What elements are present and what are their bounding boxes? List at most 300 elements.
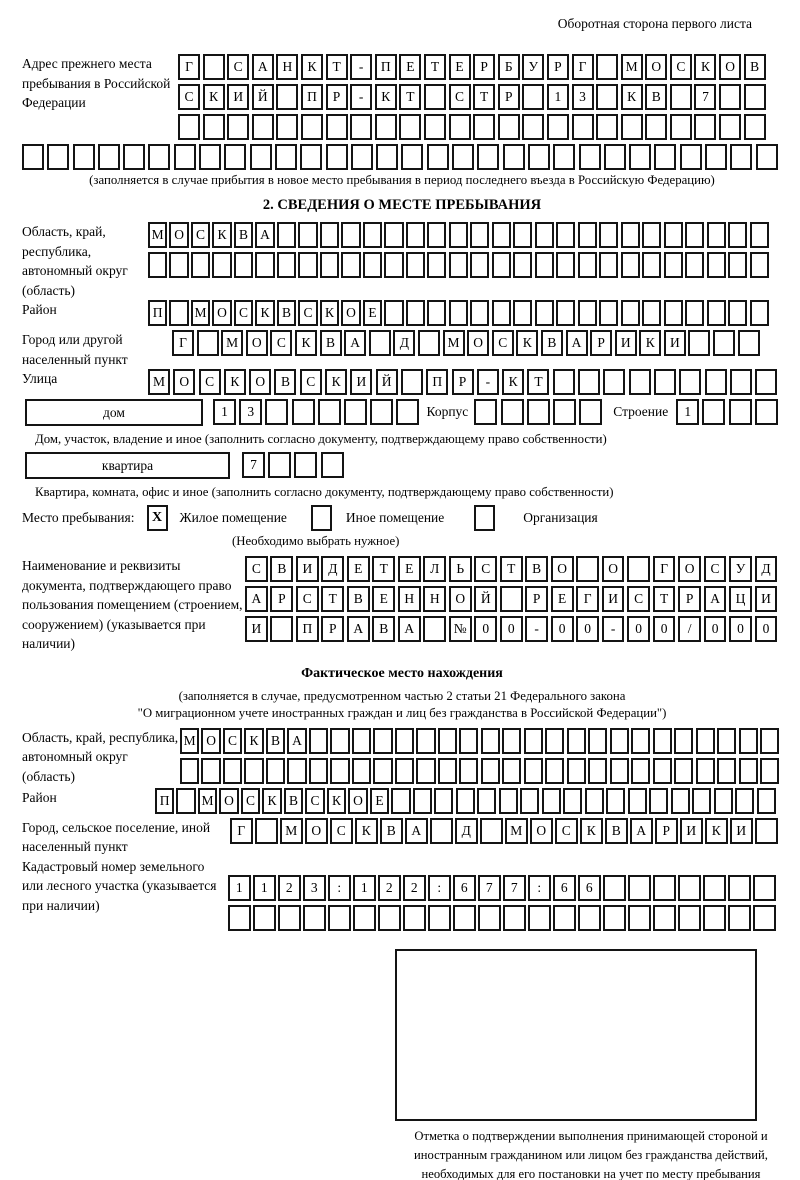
char-cell[interactable]: И <box>755 586 778 612</box>
char-cell[interactable]: М <box>621 54 643 80</box>
char-cell[interactable] <box>203 54 225 80</box>
char-cell[interactable] <box>703 905 726 931</box>
char-cell[interactable] <box>353 905 376 931</box>
char-cell[interactable] <box>578 905 601 931</box>
char-cell[interactable] <box>621 222 640 248</box>
char-cell[interactable]: А <box>252 54 274 80</box>
checkbox-residential[interactable]: X <box>147 505 168 531</box>
char-cell[interactable]: Ц <box>729 586 752 612</box>
char-cell[interactable] <box>212 252 231 278</box>
char-cell[interactable] <box>352 728 371 754</box>
char-cell[interactable] <box>292 399 315 425</box>
char-cell[interactable]: С <box>191 222 210 248</box>
char-cell[interactable] <box>438 728 457 754</box>
char-cell[interactable]: О <box>246 330 268 356</box>
char-cell[interactable] <box>265 399 288 425</box>
char-cell[interactable] <box>645 114 667 140</box>
char-cell[interactable]: И <box>602 586 625 612</box>
char-cell[interactable]: К <box>502 369 524 395</box>
char-cell[interactable] <box>473 114 495 140</box>
char-cell[interactable]: С <box>474 556 497 582</box>
char-cell[interactable] <box>685 252 704 278</box>
char-cell[interactable]: Т <box>424 54 446 80</box>
char-cell[interactable]: О <box>602 556 625 582</box>
char-cell[interactable] <box>351 144 373 170</box>
char-cell[interactable]: С <box>227 54 249 80</box>
char-cell[interactable]: Р <box>326 84 348 110</box>
char-cell[interactable] <box>576 556 599 582</box>
char-cell[interactable]: С <box>670 54 692 80</box>
char-cell[interactable] <box>73 144 95 170</box>
char-cell[interactable] <box>705 144 727 170</box>
char-cell[interactable] <box>298 222 317 248</box>
char-cell[interactable] <box>535 222 554 248</box>
char-cell[interactable] <box>756 144 778 170</box>
char-cell[interactable] <box>596 54 618 80</box>
char-cell[interactable] <box>370 399 393 425</box>
char-cell[interactable]: О <box>169 222 188 248</box>
char-cell[interactable] <box>653 875 676 901</box>
char-cell[interactable]: 0 <box>551 616 574 642</box>
char-cell[interactable] <box>363 252 382 278</box>
char-cell[interactable]: Г <box>230 818 253 844</box>
char-cell[interactable] <box>556 300 575 326</box>
char-cell[interactable]: К <box>639 330 661 356</box>
char-cell[interactable] <box>309 758 328 784</box>
char-cell[interactable]: Н <box>423 586 446 612</box>
char-cell[interactable] <box>406 252 425 278</box>
char-cell[interactable]: С <box>492 330 514 356</box>
char-cell[interactable] <box>375 114 397 140</box>
char-cell[interactable] <box>653 728 672 754</box>
char-cell[interactable]: Н <box>398 586 421 612</box>
char-cell[interactable] <box>449 300 468 326</box>
char-cell[interactable] <box>685 300 704 326</box>
char-cell[interactable] <box>276 84 298 110</box>
char-cell[interactable] <box>275 144 297 170</box>
char-cell[interactable]: В <box>380 818 403 844</box>
char-cell[interactable]: Р <box>270 586 293 612</box>
char-cell[interactable] <box>373 728 392 754</box>
char-cell[interactable] <box>556 252 575 278</box>
char-cell[interactable]: 1 <box>676 399 699 425</box>
char-cell[interactable] <box>524 728 543 754</box>
char-cell[interactable] <box>627 556 650 582</box>
char-cell[interactable] <box>621 114 643 140</box>
char-cell[interactable] <box>456 788 475 814</box>
char-cell[interactable] <box>522 114 544 140</box>
char-cell[interactable] <box>528 144 550 170</box>
char-cell[interactable]: - <box>477 369 499 395</box>
char-cell[interactable] <box>603 875 626 901</box>
char-cell[interactable]: О <box>467 330 489 356</box>
char-cell[interactable] <box>501 399 524 425</box>
char-cell[interactable] <box>373 758 392 784</box>
char-cell[interactable]: И <box>350 369 372 395</box>
char-cell[interactable] <box>453 905 476 931</box>
char-cell[interactable] <box>579 399 602 425</box>
char-cell[interactable] <box>522 84 544 110</box>
char-cell[interactable] <box>416 758 435 784</box>
char-cell[interactable] <box>578 300 597 326</box>
char-cell[interactable] <box>418 330 440 356</box>
char-cell[interactable]: К <box>580 818 603 844</box>
char-cell[interactable] <box>629 144 651 170</box>
char-cell[interactable] <box>401 144 423 170</box>
char-cell[interactable] <box>567 758 586 784</box>
char-cell[interactable]: И <box>680 818 703 844</box>
char-cell[interactable] <box>744 84 766 110</box>
char-cell[interactable] <box>688 330 710 356</box>
char-cell[interactable] <box>395 728 414 754</box>
char-cell[interactable]: С <box>178 84 200 110</box>
char-cell[interactable]: И <box>615 330 637 356</box>
char-cell[interactable]: К <box>255 300 274 326</box>
char-cell[interactable] <box>266 758 285 784</box>
char-cell[interactable]: К <box>320 300 339 326</box>
char-cell[interactable]: А <box>245 586 268 612</box>
char-cell[interactable]: Н <box>276 54 298 80</box>
char-cell[interactable] <box>250 144 272 170</box>
char-cell[interactable] <box>449 252 468 278</box>
char-cell[interactable]: П <box>426 369 448 395</box>
char-cell[interactable]: О <box>341 300 360 326</box>
char-cell[interactable] <box>427 222 446 248</box>
char-cell[interactable] <box>567 728 586 754</box>
char-cell[interactable]: С <box>305 788 324 814</box>
char-cell[interactable] <box>320 252 339 278</box>
char-cell[interactable] <box>350 114 372 140</box>
char-cell[interactable]: 6 <box>553 875 576 901</box>
char-cell[interactable] <box>276 114 298 140</box>
char-cell[interactable] <box>318 399 341 425</box>
char-cell[interactable] <box>252 114 274 140</box>
char-cell[interactable]: О <box>719 54 741 80</box>
char-cell[interactable]: А <box>347 616 370 642</box>
char-cell[interactable] <box>270 616 293 642</box>
char-cell[interactable]: 3 <box>303 875 326 901</box>
char-cell[interactable]: 0 <box>704 616 727 642</box>
char-cell[interactable]: Г <box>172 330 194 356</box>
char-cell[interactable] <box>427 300 446 326</box>
char-cell[interactable]: Е <box>347 556 370 582</box>
char-cell[interactable] <box>244 758 263 784</box>
char-cell[interactable]: С <box>555 818 578 844</box>
char-cell[interactable] <box>22 144 44 170</box>
char-cell[interactable]: Е <box>399 54 421 80</box>
char-cell[interactable] <box>753 875 776 901</box>
char-cell[interactable] <box>513 222 532 248</box>
char-cell[interactable] <box>452 144 474 170</box>
char-cell[interactable] <box>719 114 741 140</box>
char-cell[interactable] <box>427 144 449 170</box>
char-cell[interactable] <box>702 399 725 425</box>
char-cell[interactable] <box>224 144 246 170</box>
char-cell[interactable] <box>352 758 371 784</box>
char-cell[interactable] <box>459 758 478 784</box>
char-cell[interactable] <box>480 818 503 844</box>
char-cell[interactable]: 1 <box>228 875 251 901</box>
char-cell[interactable] <box>430 818 453 844</box>
char-cell[interactable] <box>728 875 751 901</box>
char-cell[interactable] <box>513 252 532 278</box>
char-cell[interactable] <box>642 300 661 326</box>
char-cell[interactable] <box>674 758 693 784</box>
char-cell[interactable]: 7 <box>242 452 265 478</box>
char-cell[interactable] <box>744 114 766 140</box>
char-cell[interactable] <box>750 300 769 326</box>
char-cell[interactable]: - <box>350 54 372 80</box>
char-cell[interactable]: В <box>277 300 296 326</box>
char-cell[interactable]: В <box>347 586 370 612</box>
char-cell[interactable] <box>542 788 561 814</box>
char-cell[interactable] <box>341 222 360 248</box>
char-cell[interactable] <box>434 788 453 814</box>
char-cell[interactable] <box>176 788 195 814</box>
char-cell[interactable] <box>578 222 597 248</box>
char-cell[interactable] <box>664 252 683 278</box>
char-cell[interactable]: Е <box>398 556 421 582</box>
char-cell[interactable]: М <box>191 300 210 326</box>
char-cell[interactable]: Р <box>321 616 344 642</box>
char-cell[interactable] <box>363 222 382 248</box>
char-cell[interactable] <box>553 369 575 395</box>
char-cell[interactable] <box>696 758 715 784</box>
char-cell[interactable]: Б <box>498 54 520 80</box>
char-cell[interactable]: И <box>664 330 686 356</box>
char-cell[interactable]: 0 <box>500 616 523 642</box>
char-cell[interactable] <box>654 144 676 170</box>
char-cell[interactable]: П <box>155 788 174 814</box>
checkbox-organization[interactable] <box>474 505 495 531</box>
char-cell[interactable] <box>717 758 736 784</box>
char-cell[interactable] <box>527 399 550 425</box>
char-cell[interactable] <box>629 369 651 395</box>
char-cell[interactable]: К <box>262 788 281 814</box>
char-cell[interactable]: С <box>245 556 268 582</box>
char-cell[interactable] <box>406 300 425 326</box>
char-cell[interactable] <box>729 399 752 425</box>
char-cell[interactable] <box>621 252 640 278</box>
char-cell[interactable] <box>201 758 220 784</box>
char-cell[interactable] <box>474 399 497 425</box>
char-cell[interactable] <box>401 369 423 395</box>
char-cell[interactable] <box>524 758 543 784</box>
char-cell[interactable]: В <box>274 369 296 395</box>
char-cell[interactable] <box>123 144 145 170</box>
char-cell[interactable] <box>760 758 779 784</box>
char-cell[interactable] <box>671 788 690 814</box>
char-cell[interactable]: Й <box>252 84 274 110</box>
char-cell[interactable]: Т <box>527 369 549 395</box>
char-cell[interactable]: Т <box>321 586 344 612</box>
char-cell[interactable]: К <box>621 84 643 110</box>
char-cell[interactable]: С <box>300 369 322 395</box>
char-cell[interactable] <box>664 222 683 248</box>
char-cell[interactable]: У <box>522 54 544 80</box>
char-cell[interactable]: А <box>344 330 366 356</box>
char-cell[interactable]: М <box>221 330 243 356</box>
char-cell[interactable]: О <box>173 369 195 395</box>
char-cell[interactable] <box>424 114 446 140</box>
char-cell[interactable] <box>713 330 735 356</box>
char-cell[interactable]: Р <box>473 54 495 80</box>
char-cell[interactable] <box>424 84 446 110</box>
char-cell[interactable] <box>223 758 242 784</box>
char-cell[interactable] <box>459 728 478 754</box>
char-cell[interactable]: В <box>605 818 628 844</box>
char-cell[interactable]: Й <box>376 369 398 395</box>
char-cell[interactable]: П <box>148 300 167 326</box>
char-cell[interactable] <box>384 222 403 248</box>
char-cell[interactable]: С <box>296 586 319 612</box>
char-cell[interactable] <box>228 905 251 931</box>
char-cell[interactable] <box>755 399 778 425</box>
char-cell[interactable]: Р <box>498 84 520 110</box>
char-cell[interactable]: Г <box>653 556 676 582</box>
char-cell[interactable] <box>326 114 348 140</box>
char-cell[interactable]: С <box>298 300 317 326</box>
checkbox-other-premises[interactable] <box>311 505 332 531</box>
char-cell[interactable]: 7 <box>694 84 716 110</box>
char-cell[interactable]: О <box>530 818 553 844</box>
char-cell[interactable]: К <box>244 728 263 754</box>
char-cell[interactable] <box>628 905 651 931</box>
char-cell[interactable]: 0 <box>576 616 599 642</box>
char-cell[interactable]: О <box>678 556 701 582</box>
char-cell[interactable] <box>649 788 668 814</box>
char-cell[interactable]: К <box>694 54 716 80</box>
char-cell[interactable] <box>470 300 489 326</box>
char-cell[interactable] <box>513 300 532 326</box>
char-cell[interactable] <box>596 114 618 140</box>
char-cell[interactable]: Е <box>372 586 395 612</box>
char-cell[interactable] <box>395 758 414 784</box>
char-cell[interactable] <box>642 222 661 248</box>
char-cell[interactable]: К <box>212 222 231 248</box>
char-cell[interactable] <box>178 114 200 140</box>
char-cell[interactable] <box>599 222 618 248</box>
char-cell[interactable]: Й <box>474 586 497 612</box>
char-cell[interactable] <box>191 252 210 278</box>
char-cell[interactable] <box>391 788 410 814</box>
char-cell[interactable] <box>169 252 188 278</box>
char-cell[interactable] <box>610 758 629 784</box>
char-cell[interactable] <box>719 84 741 110</box>
char-cell[interactable]: 2 <box>403 875 426 901</box>
char-cell[interactable]: 0 <box>653 616 676 642</box>
char-cell[interactable]: О <box>449 586 472 612</box>
apartment-box[interactable]: квартира <box>25 452 230 479</box>
char-cell[interactable] <box>492 252 511 278</box>
char-cell[interactable] <box>755 818 778 844</box>
char-cell[interactable] <box>553 905 576 931</box>
char-cell[interactable]: П <box>375 54 397 80</box>
char-cell[interactable]: И <box>245 616 268 642</box>
char-cell[interactable] <box>610 728 629 754</box>
char-cell[interactable]: Д <box>755 556 778 582</box>
char-cell[interactable] <box>309 728 328 754</box>
char-cell[interactable]: К <box>325 369 347 395</box>
char-cell[interactable]: : <box>428 875 451 901</box>
char-cell[interactable]: Г <box>572 54 594 80</box>
char-cell[interactable]: С <box>270 330 292 356</box>
char-cell[interactable]: 2 <box>378 875 401 901</box>
char-cell[interactable] <box>707 300 726 326</box>
char-cell[interactable] <box>197 330 219 356</box>
char-cell[interactable] <box>730 369 752 395</box>
char-cell[interactable] <box>670 114 692 140</box>
char-cell[interactable] <box>428 905 451 931</box>
char-cell[interactable]: О <box>305 818 328 844</box>
char-cell[interactable]: И <box>730 818 753 844</box>
char-cell[interactable] <box>423 616 446 642</box>
char-cell[interactable]: Т <box>473 84 495 110</box>
char-cell[interactable] <box>438 758 457 784</box>
char-cell[interactable]: К <box>327 788 346 814</box>
char-cell[interactable]: 0 <box>729 616 752 642</box>
char-cell[interactable] <box>502 758 521 784</box>
char-cell[interactable]: 6 <box>578 875 601 901</box>
char-cell[interactable] <box>376 144 398 170</box>
char-cell[interactable] <box>631 728 650 754</box>
char-cell[interactable]: С <box>241 788 260 814</box>
char-cell[interactable] <box>545 758 564 784</box>
char-cell[interactable] <box>728 300 747 326</box>
char-cell[interactable]: А <box>287 728 306 754</box>
char-cell[interactable] <box>416 728 435 754</box>
char-cell[interactable]: № <box>449 616 472 642</box>
char-cell[interactable]: - <box>350 84 372 110</box>
char-cell[interactable] <box>294 452 317 478</box>
char-cell[interactable]: Р <box>547 54 569 80</box>
char-cell[interactable]: В <box>320 330 342 356</box>
char-cell[interactable] <box>301 114 323 140</box>
char-cell[interactable] <box>621 300 640 326</box>
char-cell[interactable]: 7 <box>478 875 501 901</box>
char-cell[interactable] <box>330 728 349 754</box>
char-cell[interactable]: В <box>270 556 293 582</box>
char-cell[interactable] <box>572 114 594 140</box>
char-cell[interactable] <box>631 758 650 784</box>
char-cell[interactable]: А <box>255 222 274 248</box>
char-cell[interactable] <box>678 875 701 901</box>
char-cell[interactable]: Д <box>393 330 415 356</box>
char-cell[interactable]: П <box>296 616 319 642</box>
char-cell[interactable]: О <box>219 788 238 814</box>
char-cell[interactable] <box>503 905 526 931</box>
char-cell[interactable] <box>427 252 446 278</box>
char-cell[interactable] <box>477 144 499 170</box>
char-cell[interactable] <box>298 252 317 278</box>
char-cell[interactable] <box>227 114 249 140</box>
char-cell[interactable]: А <box>566 330 588 356</box>
char-cell[interactable]: С <box>199 369 221 395</box>
char-cell[interactable] <box>578 252 597 278</box>
char-cell[interactable] <box>739 728 758 754</box>
char-cell[interactable] <box>696 728 715 754</box>
char-cell[interactable] <box>499 788 518 814</box>
char-cell[interactable]: Д <box>321 556 344 582</box>
char-cell[interactable]: К <box>295 330 317 356</box>
house-box[interactable]: дом <box>25 399 203 426</box>
char-cell[interactable]: 1 <box>213 399 236 425</box>
char-cell[interactable]: 0 <box>474 616 497 642</box>
char-cell[interactable] <box>199 144 221 170</box>
char-cell[interactable] <box>653 758 672 784</box>
char-cell[interactable] <box>396 399 419 425</box>
char-cell[interactable]: М <box>148 369 170 395</box>
